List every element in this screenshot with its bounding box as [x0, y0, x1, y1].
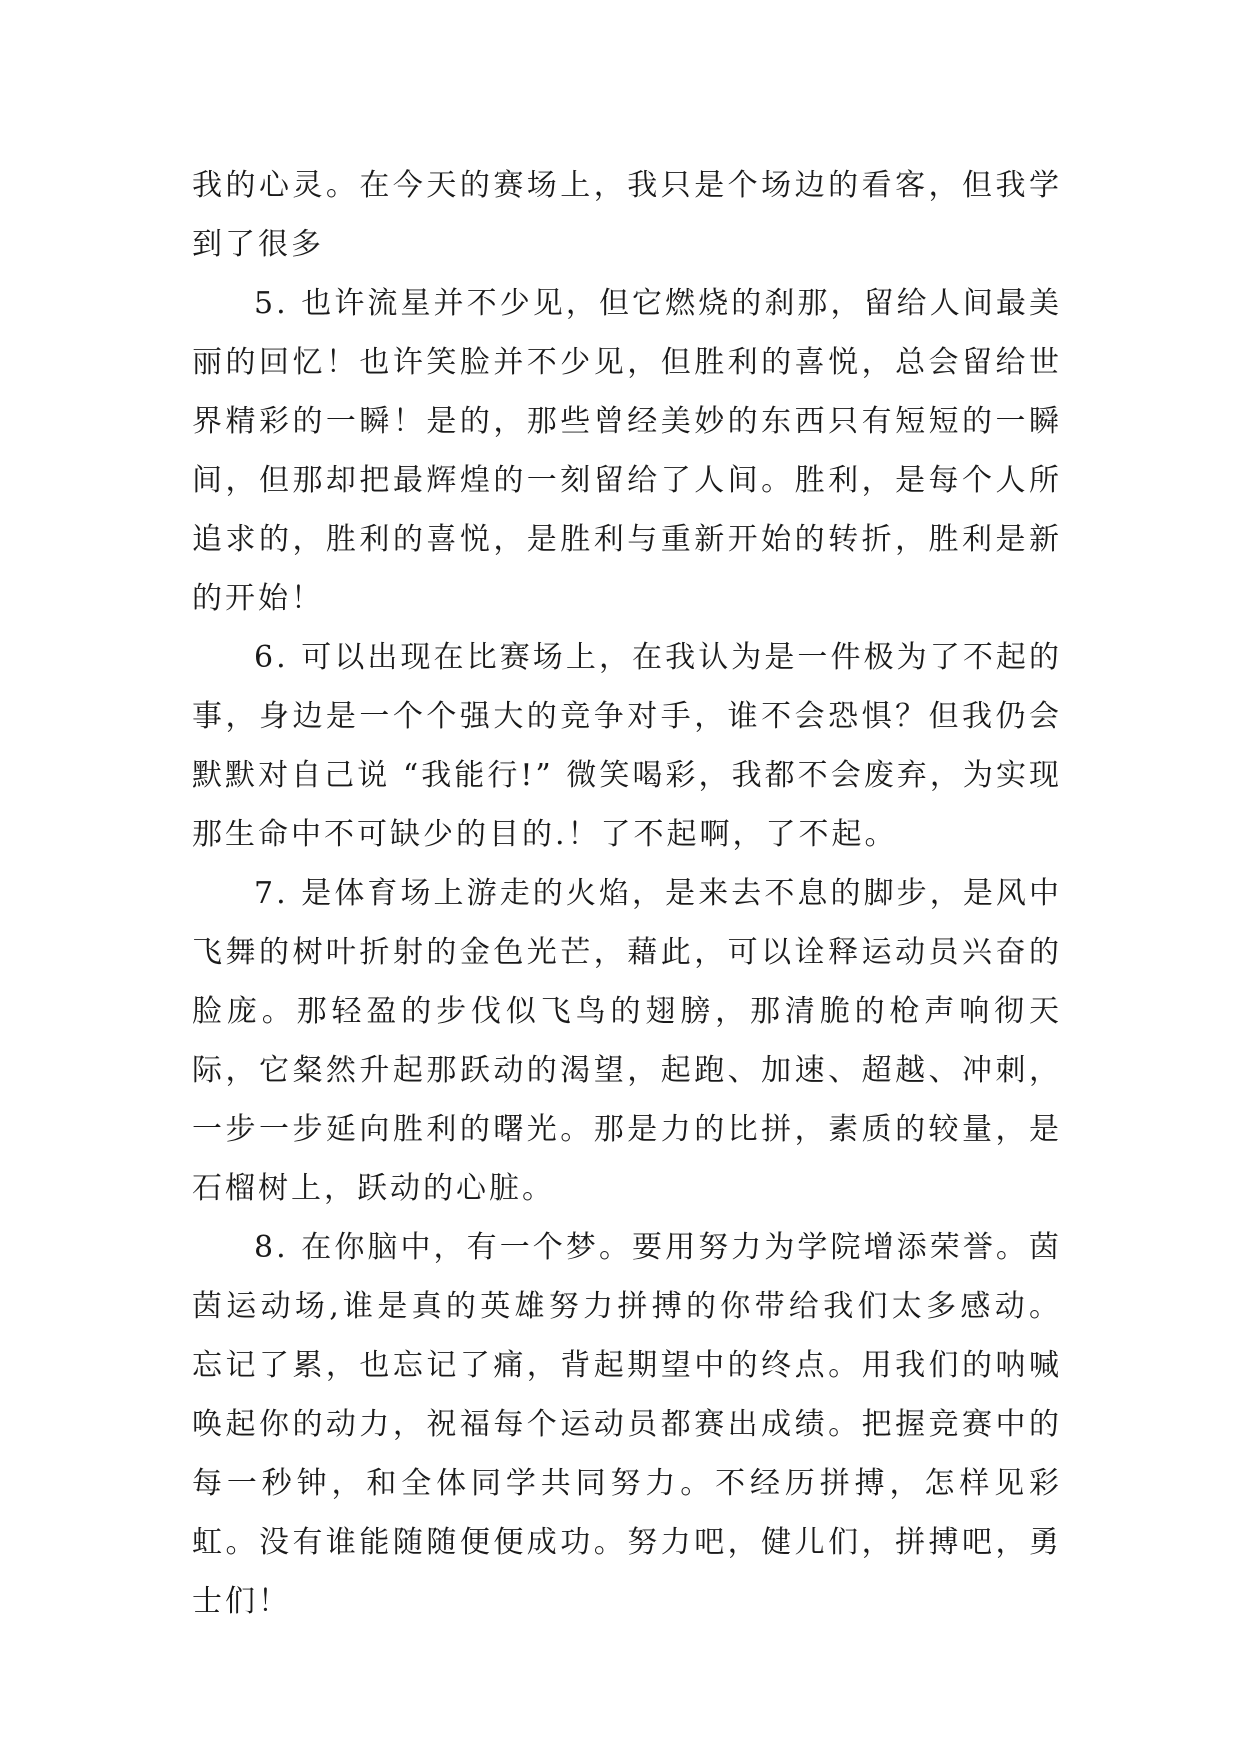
paragraph-5: 5. 也许流星并不少见，但它燃烧的刹那，留给人间最美丽的回忆！也许笑脸并不少见，但胜利的喜悦，总会留给世界精彩的一瞬！是的，那些曾经美妙的东西只有短短的一瞬间，但那却把最辉煌的一刻留给了人间。胜利，是每个人所追求的，胜利的喜悦，是胜利与重新开始的转折，胜利是新的开始！	[192, 286, 1062, 616]
paragraph-6: 6. 可以出现在比赛场上，在我认为是一件极为了不起的事，身边是一个个强大的竞争对手，谁不会恐惧？但我仍会默默对自己说 “我能行!” 微笑喝彩，我都不会废弃，为实现那生命中不可缺少的目的.！了不起啊，了不起。	[192, 640, 1062, 852]
paragraph-continuation: 我的心灵。在今天的赛场上，我只是个场边的看客，但我学到了很多	[192, 168, 1062, 262]
paragraph-8: 8. 在你脑中，有一个梦。要用努力为学院增添荣誉。茵茵运动场,谁是真的英雄努力拼搏的你带给我们太多感动。忘记了累，也忘记了痛，背起期望中的终点。用我们的呐喊唤起你的动力，祝福每个运动员都赛出成绩。把握竞赛中的每一秒钟，和全体同学共同努力。不经历拼搏，怎样见彩虹。没有谁能随随便便成功。努力吧，健儿们，拼搏吧，勇士们！	[192, 1230, 1062, 1619]
body-text	[192, 156, 1062, 1631]
paragraph-7: 7. 是体育场上游走的火焰，是来去不息的脚步，是风中飞舞的树叶折射的金色光芒，藉此，可以诠释运动员兴奋的脸庞。那轻盈的步伐似飞鸟的翅膀，那清脆的枪声响彻天际，它粲然升起那跃动的渴望，起跑、加速、超越、冲刺，一步一步延向胜利的曙光。那是力的比拼，素质的较量，是石榴树上，跃动的心脏。	[192, 876, 1062, 1206]
